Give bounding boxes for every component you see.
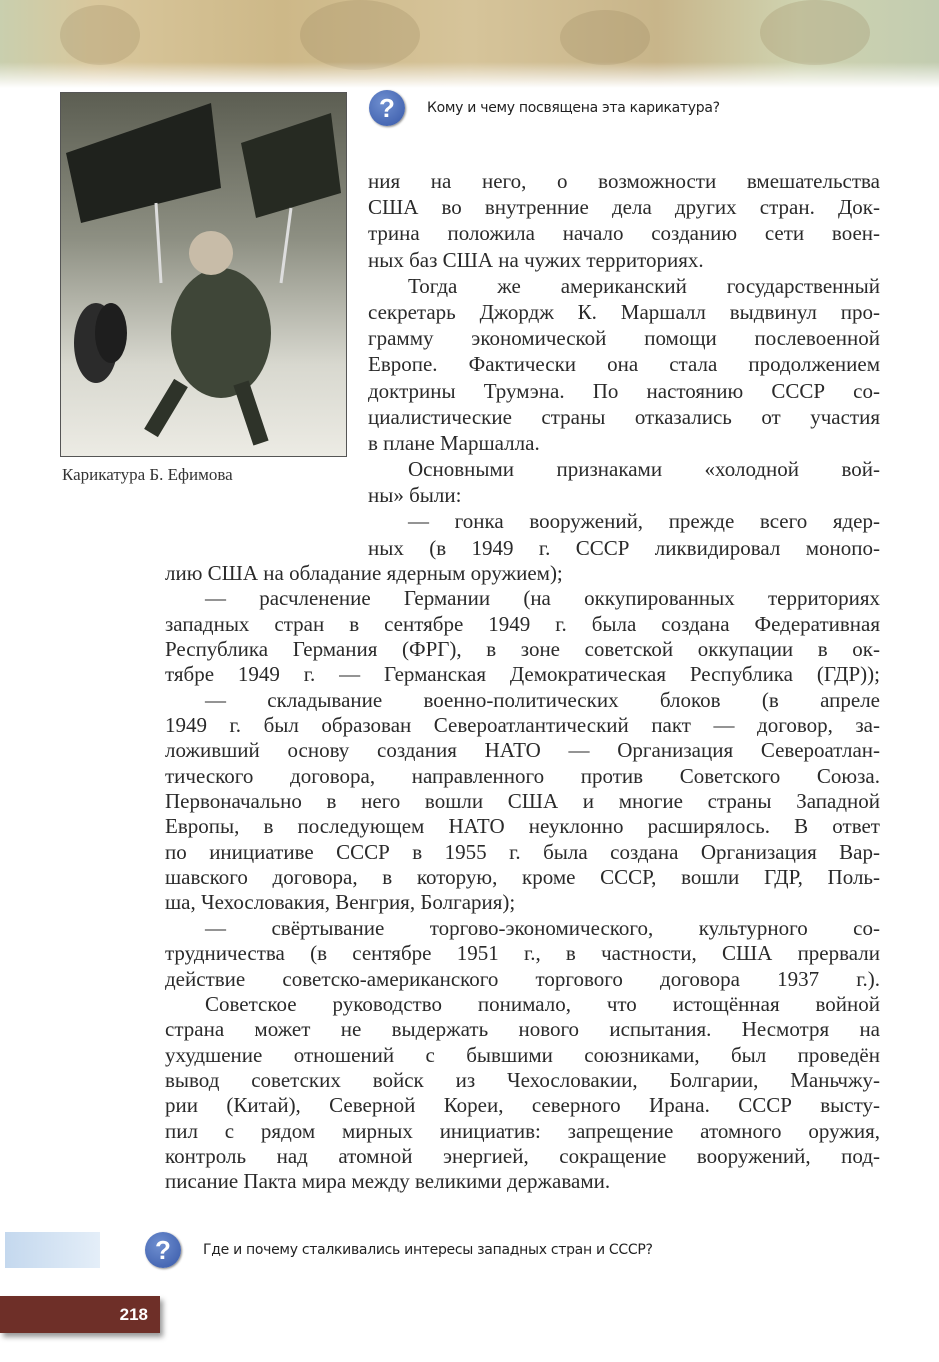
text-line: секретарь Джордж К. Маршалл выдвинул про-	[368, 299, 880, 324]
question-text: Где и почему сталкивались интересы западных стран и СССР?	[203, 1242, 653, 1258]
text-line: — гонка вооружений, прежде всего ядер-	[408, 509, 880, 534]
text-line: в плане Маршалла.	[368, 430, 540, 455]
text-line: циалистические страны отказались от участия	[368, 404, 880, 429]
text-line: Европы, в последующем НАТО неуклонно расширялось. В ответ	[165, 814, 880, 839]
text-line: ных баз США на чужих территориях.	[368, 247, 704, 272]
text-line: Основными признаками «холодной вой-	[408, 457, 880, 482]
text-line: — свёртывание торгово-экономического, культурного со-	[205, 915, 880, 940]
text-line: вывод советских войск из Чехословакии, Болгарии, Маньчжу-	[165, 1067, 880, 1092]
text-line: США во внутренние дела других стран. Док-	[368, 195, 880, 220]
text-line: Европе. Фактически она стала продолжением	[368, 352, 880, 377]
decorative-header-band	[0, 0, 939, 88]
text-line: 1949 г. был образован Североатлантический пакт — договор, за-	[165, 713, 880, 738]
text-line: пил с рядом мирных инициатив: запрещение атомного оружия,	[165, 1118, 880, 1143]
text-line: ных (в 1949 г. СССР ликвидировал монопо-	[368, 535, 880, 560]
text-line: Советское руководство понимало, что истощённая войной	[205, 991, 880, 1016]
image-caption: Карикатура Б. Ефимова	[62, 465, 233, 484]
text-line: действие советско-американского торгового договора 1937 г.).	[165, 966, 880, 991]
text-line: по инициативе СССР в 1955 г. была создана Организация Вар-	[165, 839, 880, 864]
text-line: тического договора, направленного против Советского Союза.	[165, 763, 880, 788]
text-line: трина положила начало созданию сети воен-	[368, 221, 880, 246]
text-line: западных стран в сентябре 1949 г. была создана Федеративная	[165, 611, 880, 636]
text-line: ны» были:	[368, 483, 462, 508]
text-line: страна может не выдержать нового испытания. Несмотря на	[165, 1017, 880, 1042]
text-line: контроль над атомной энергией, сокращение вооружений, под-	[165, 1143, 880, 1168]
bottom-question	[145, 1232, 653, 1268]
text-line: ния на него, о возможности вмешательства	[368, 169, 880, 193]
text-line: — расчленение Германии (на оккупированных территориях	[205, 586, 880, 611]
question-icon: ?	[369, 90, 405, 126]
page-number: 218	[0, 1296, 160, 1333]
text-line: доктрины Трумэна. По настоянию СССР со-	[368, 378, 880, 403]
text-line: лию США на обладание ядерным оружием);	[165, 561, 563, 585]
question-icon: ?	[145, 1232, 181, 1268]
text-line: — складывание военно-политических блоков (в апреле	[205, 687, 880, 712]
question-text: Кому и чему посвящена эта карикатура?	[427, 100, 720, 116]
text-line: писание Пакта мира между великими державами.	[165, 1169, 611, 1194]
text-column-top	[368, 168, 880, 561]
text-line: грамму экономической помощи послевоенной	[368, 326, 880, 351]
top-question	[369, 90, 720, 126]
caricature-image	[60, 92, 347, 457]
margin-marker	[5, 1232, 100, 1268]
text-line: рии (Китай), Северной Кореи, северного Ирана. СССР высту-	[165, 1093, 880, 1118]
text-line: ложивший основу создания НАТО — Организация Североатлан-	[165, 738, 880, 763]
text-line: тябре 1949 г. — Германская Демократическая Республика (ГДР));	[165, 662, 880, 687]
text-line: ша, Чехословакия, Венгрия, Болгария);	[165, 890, 516, 915]
text-line: ухудшение отношений с бывшими союзниками, был проведён	[165, 1042, 880, 1067]
text-line: трудничества (в сентябре 1951 г., в частности, США прервали	[165, 941, 880, 966]
text-line: Республика Германия (ФРГ), в зоне советской оккупации в ок-	[165, 637, 880, 662]
text-column-main	[165, 561, 880, 1195]
text-line: шавского договора, в которую, кроме СССР, вошли ГДР, Поль-	[165, 865, 880, 890]
text-line: Тогда же американский государственный	[408, 273, 880, 298]
text-line: Первоначально в него вошли США и многие страны Западной	[165, 789, 880, 814]
